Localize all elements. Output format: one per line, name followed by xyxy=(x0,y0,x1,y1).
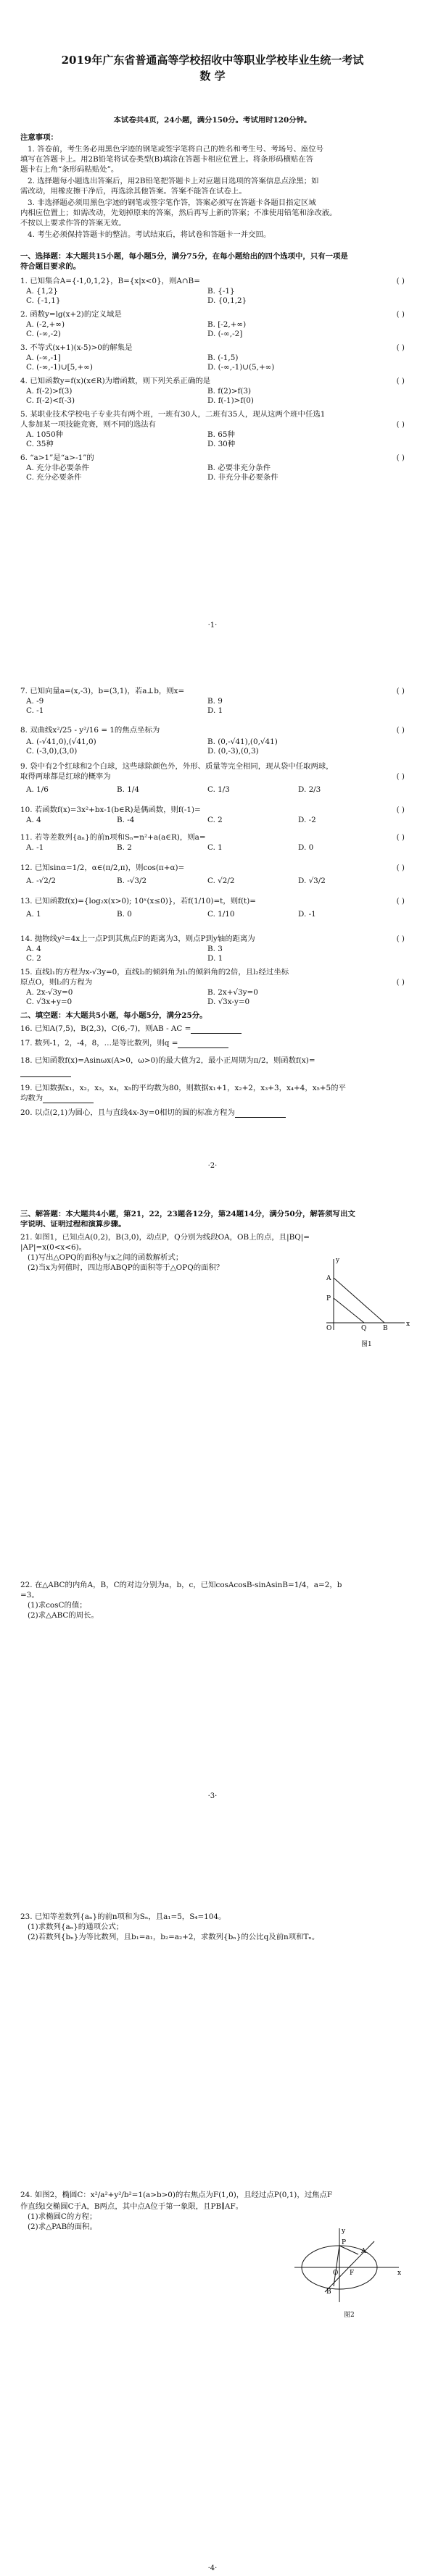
question-21: |AP|=x(0<x<6)。 xyxy=(20,1243,87,1252)
question-11-options: A. -1 B. 2 C. 1 D. 0 xyxy=(26,843,314,852)
question-7: 7. 已知向量a=(x,-3)，b=(3,1)，若a⊥b，则x= ( ) xyxy=(20,687,405,695)
question-19: 均数为 xyxy=(20,1094,405,1103)
question-24: 24. 如图2，椭圆C：x²/a²+y²/b²=1(a>b>0)的右焦点为F(1,0)，且经过点P(0,1)，过焦点F xyxy=(20,2191,333,2199)
figure-1 xyxy=(319,1253,413,1337)
question-3-options: A. (-∞,-1] B. (-1,5) C. (-∞,-1)∪[5,+∞) D. (-∞,-1)∪(5,+∞) xyxy=(26,354,275,372)
section1-heading: 符合题目要求的。 xyxy=(20,262,81,271)
question-24-part2: (2)求△PAB的面积。 xyxy=(28,2222,97,2231)
question-14-options: A. 4 B. 3 C. 2 D. 1 xyxy=(26,945,223,963)
question-4-options: A. f(-2)>f(3) B. f(2)>f(3) C. f(-2)<f(-3) D. f(-1)>f(0) xyxy=(26,387,254,405)
question-10-options: A. 4 B. -4 C. 2 D. -2 xyxy=(26,816,316,824)
question-8: 8. 双曲线x²/25 - y²/16 = 1的焦点坐标为 ( ) xyxy=(20,726,405,735)
segment-pa xyxy=(339,2246,358,2254)
question-16: 16. 已知A(7,5)，B(2,3)，C(6,-7)，则AB - AC = xyxy=(20,1024,405,1034)
figure-1-caption: 图1 xyxy=(361,1341,372,1348)
notice-line: 2. 选择题每小题选出答案后，用2B铅笔把答题卡上对应题目选项的答案信息点涂黑；如 xyxy=(28,177,319,185)
question-18: 18. 已知函数f(x)=Asinωx(A>0，ω>0)的最大值为2，最小正周期为π/2，则函数f(x)= xyxy=(20,1056,315,1065)
question-4: 4. 已知函数y=f(x)(x∈R)为增函数，则下列关系正确的是 ( ) xyxy=(20,377,405,385)
figure-2-caption: 图2 xyxy=(344,2312,355,2319)
line-l xyxy=(325,2241,374,2292)
question-24-part1: (1)求椭圆C的方程； xyxy=(28,2212,97,2221)
question-22-part2: (2)求△ABC的周长。 xyxy=(28,1611,99,1620)
label-y: y xyxy=(342,2228,346,2235)
question-20: 20. 以点(2,1)为圆心，且与直线4x-3y=0相切的圆的标准方程为 xyxy=(20,1108,405,1118)
label-p: P xyxy=(326,1295,331,1302)
question-12: 12. 已知sinα=1/2，α∈(π/2,π)，则cos(π+α)= ( ) xyxy=(20,863,405,872)
figure-2 xyxy=(289,2225,405,2307)
question-8-options: A. (-√41,0),(√41,0) B. (0,-√41),(0,√41) C. (-3,0),(3,0) D. (0,-3),(0,3) xyxy=(26,737,278,756)
question-15: 原点O，则l₂的方程为 ( ) xyxy=(20,978,405,987)
label-b: B xyxy=(383,1325,388,1332)
notice-line: 内相应位置上；如需改动，先划掉原来的答案，然后再写上新的答案；不准使用铅笔和涂改液。 xyxy=(20,209,337,217)
question-3: 3. 不等式(x+1)(x-5)>0的解集是 ( ) xyxy=(20,343,405,352)
label-b: B xyxy=(326,2288,331,2296)
question-21-part1: (1)写出△OPQ的面积y与x之间的函数解析式； xyxy=(28,1253,183,1262)
section2-heading: 二、填空题：本大题共5小题，每小题5分，满分25分。 xyxy=(20,1011,207,1020)
question-1-options: A. {1,2} B. {-1} C. {-1,1} D. {0,1,2} xyxy=(26,287,247,305)
question-22: 22. 在△ABC的内角A，B，C的对边分别为a，b，c，已知cosAcosB-sinAsinB=1/4，a=2，b xyxy=(20,1581,342,1589)
question-2-options: A. (-2,+∞) B. [-2,+∞) C. (-∞,-2) D. (-∞,-2] xyxy=(26,320,247,338)
question-23-part2: (2)若数列{bₙ}为等比数列，且b₁=a₁，b₂=a₂+2，求数列{bₙ}的公比q及前n项和Tₙ。 xyxy=(28,1933,320,1941)
question-9: 9. 袋中有2个红球和2个白球，这些球除颜色外，外形、质量等完全相同，现从袋中任取两球， xyxy=(20,762,334,771)
page-number: ·4· xyxy=(207,2564,218,2572)
label-y: y xyxy=(336,1257,340,1264)
question-21-part2: (2)当x为何值时，四边形ABQP的面积等于△OPQ的面积？ xyxy=(28,1263,224,1272)
question-22-part1: (1)求cosC的值； xyxy=(28,1601,87,1610)
question-15-options: A. 2x-√3y=0 B. 2x+√3y=0 C. √3x+y=0 D. √3x-y=0 xyxy=(26,988,258,1006)
subject-title: 数 学 xyxy=(199,70,226,83)
notice-line: 不按以上要求作答的答案无效。 xyxy=(20,219,126,227)
question-17: 17. 数列-1，2，-4，8，…是等比数列，则q = xyxy=(20,1039,405,1048)
answer-blank xyxy=(20,1068,405,1077)
question-13: 13. 已知函数f(x)={log₂x(x>0); 10ˣ(x≤0)}，若f(1/10)=t，则f(t)= ( ) xyxy=(20,897,405,906)
question-6-options: A. 充分非必要条件 B. 必要非充分条件 C. 充分必要条件 D. 非充分非必要条件 xyxy=(26,464,278,482)
notice-line: 需改动，用橡皮擦干净后，再选涂其他答案。答案不能答在试卷上。 xyxy=(20,187,247,196)
segment-pq xyxy=(334,1298,364,1323)
page-number: ·2· xyxy=(207,1162,218,1170)
question-9: 取得两球都是红球的概率为 ( ) xyxy=(20,772,405,781)
section3-heading: 字说明、证明过程和演算步骤。 xyxy=(20,1220,126,1229)
notice-line: 3. 非选择题必须用黑色字迹的钢笔或签字笔作答，答案必须写在答题卡各题目指定区域 xyxy=(28,198,316,207)
exam-title: 2019年广东省普通高等学校招收中等职业学校毕业生统一考试 xyxy=(61,54,364,67)
section1-heading: 一、选择题：本大题共15小题，每小题5分，满分75分，在每小题给出的四个选项中，只有一项是 xyxy=(20,252,348,261)
label-q: Q xyxy=(361,1325,367,1332)
label-x: x xyxy=(406,1321,410,1328)
question-1: 1. 已知集合A={-1,0,1,2}，B={x|x<0}，则A∩B= ( ) xyxy=(20,277,405,285)
question-2: 2. 函数y=lg(x+2)的定义域是 ( ) xyxy=(20,310,405,319)
question-9-options: A. 1/6 B. 1/4 C. 1/3 D. 2/3 xyxy=(26,785,321,794)
question-15: 15. 直线l₁的方程为x-√3y=0，直线l₂的倾斜角为l₁的倾斜角的2倍，且l₂经过坐标 xyxy=(20,968,289,977)
question-11: 11. 若等差数列{aₙ}的前n项和Sₙ=n²+a(a∈R)，则a= ( ) xyxy=(20,833,405,842)
question-5-options: A. 1050种 B. 65种 C. 35种 D. 30种 xyxy=(26,430,236,448)
segment-ab xyxy=(334,1278,384,1323)
label-x: x xyxy=(397,2270,402,2277)
exam-meta: 本试卷共4页，24小题，满分150分。考试用时120分钟。 xyxy=(113,116,312,125)
label-o: O xyxy=(326,1325,332,1332)
notice-line: 4. 考生必须保持答题卡的整洁。考试结束后，将试卷和答题卡一并交回。 xyxy=(28,230,271,239)
label-f: F xyxy=(350,2270,355,2277)
label-a: A xyxy=(361,2248,366,2255)
label-a: A xyxy=(326,1275,331,1282)
page-number: ·3· xyxy=(207,1792,218,1800)
question-19: 19. 已知数据x₁，x₂，x₃，x₄，x₅的平均数为80，则数据x₁+1，x₂+2，x₃+3，x₄+4，x₅+5的平 xyxy=(20,1084,346,1092)
question-24: 作直线l交椭圆C于A，B两点，其中点A位于第一象限，且PB∥AF。 xyxy=(20,2202,244,2211)
question-23-part1: (1)求数列{aₙ}的通项公式； xyxy=(28,1923,124,1931)
notice-line: 1. 答卷前，考生务必用黑色字迹的钢笔或签字笔将自己的姓名和考生号、考场号、座位号 xyxy=(28,145,324,154)
question-12-options: A. -√2/2 B. -√3/2 C. √2/2 D. √3/2 xyxy=(26,877,326,885)
question-23: 23. 已知等差数列{aₙ}的前n项和为Sₙ，且a₁=5，S₄=104。 xyxy=(20,1912,226,1921)
question-5: 人参加某一项技能竞赛，则不同的选法有 ( ) xyxy=(20,420,405,429)
notice-line: 填写在答题卡上。用2B铅笔将试卷类型(B)填涂在答题卡相应位置上。将条形码横贴在答 xyxy=(20,155,314,164)
section3-heading: 三、解答题：本大题共4小题，第21，22，23题各12分，第24题14分，满分50分，解答须写出文 xyxy=(20,1210,355,1218)
question-10: 10. 若函数f(x)=3x²+bx-1(b∈R)是偶函数，则f(-1)= ( ) xyxy=(20,806,405,814)
label-o: O xyxy=(333,2270,339,2277)
question-21: 21. 如图1，已知点A(0,2)，B(3,0)，动点P，Q分别为线段OA，OB上的点，且|BQ|= xyxy=(20,1233,310,1242)
page-number: ·1· xyxy=(207,622,218,630)
question-5: 5. 某职业技术学校电子专业共有两个班，一班有30人，二班有35人，现从这两个班中任选1 xyxy=(20,410,326,419)
question-13-options: A. 1 B. 0 C. 1/10 D. -1 xyxy=(26,910,316,919)
notice-line: 题卡右上角“条形码粘贴处”。 xyxy=(20,165,119,174)
question-6: 6. “a>1”是“a>-1”的 ( ) xyxy=(20,453,405,462)
label-p: P xyxy=(342,2239,347,2246)
question-7-options: A. -9 B. 9 C. -1 D. 1 xyxy=(26,697,223,715)
notice-heading: 注意事项： xyxy=(20,133,58,142)
question-22: =3。 xyxy=(20,1591,39,1599)
question-14: 14. 抛物线y²=4x上一点P到其焦点F的距离为3，则点P到y轴的距离为 ( ) xyxy=(20,934,405,943)
